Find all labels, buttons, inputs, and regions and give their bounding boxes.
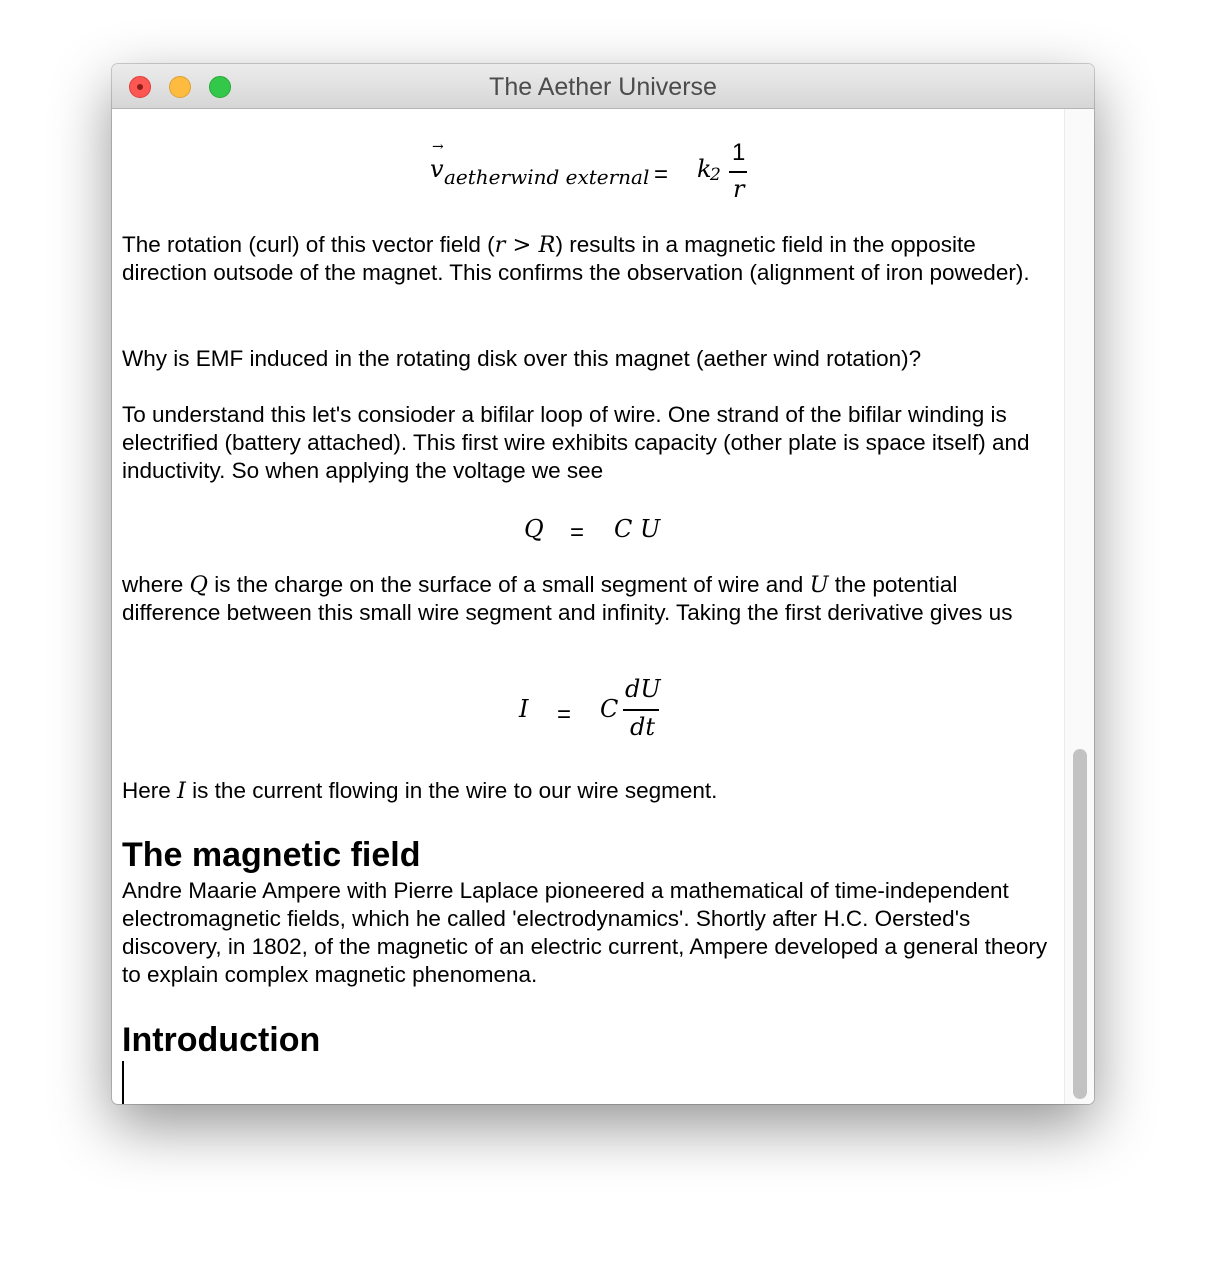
equation-aether-wind — [112, 109, 1064, 209]
fraction-bar — [623, 709, 659, 711]
fraction-denominator: r — [733, 175, 745, 203]
inline-math: I — [177, 778, 186, 804]
paragraph-text: the potential difference between this small wire segment and infinity. Taking the first derivative gives us — [122, 572, 1013, 625]
equation-rhs: C U — [614, 515, 661, 543]
equals-sign: = — [557, 701, 572, 728]
title-bar[interactable] — [112, 64, 1094, 109]
vector-arrow-icon: → — [432, 139, 444, 155]
equation-lhs-subscript: aetherwind external — [444, 165, 650, 189]
paragraph-charge-explanation — [122, 571, 1052, 627]
paragraph-text: To understand this let's consioder a bifilar loop of wire. One strand of the bifilar winding is electrified (battery attached). This first wire exhibits capacity (other plate is space itself) and inductivity. So when applying the voltage we see — [122, 402, 1030, 483]
document-editor[interactable] — [112, 109, 1064, 1104]
paragraph-bifilar — [122, 401, 1052, 485]
heading-introduction: Introduction — [122, 1021, 321, 1059]
equation-lhs-base: v — [430, 155, 444, 183]
equation-lhs: Q — [524, 515, 544, 543]
equals-sign: = — [570, 519, 585, 546]
scrollbar-thumb[interactable] — [1073, 749, 1087, 1099]
equation-coefficient-subscript: 2 — [710, 165, 721, 185]
inline-math: r > R — [494, 232, 556, 258]
fraction-numerator: dU — [625, 675, 661, 703]
equation-lhs: I — [519, 695, 529, 723]
vertical-scrollbar[interactable] — [1064, 109, 1094, 1104]
paragraph-text: The rotation (curl) of this vector field ( — [122, 232, 495, 257]
equation-coefficient: C — [600, 695, 619, 723]
paragraph-text: is the charge on the surface of a small segment of wire and — [208, 572, 810, 597]
paragraph-text: where — [122, 572, 190, 597]
app-window — [112, 64, 1094, 1104]
fraction-numerator: 1 — [732, 139, 746, 166]
paragraph-text: is the current flowing in the wire to our wire segment. — [185, 778, 718, 803]
equation-charge — [112, 509, 1064, 549]
paragraph-text: Andre Maarie Ampere with Pierre Laplace pioneered a mathematical of time-independent electromagnetic fields, which he called 'electrodynamics'. Shortly after H.C. Oersted's discovery, in 1802, of the magnetic of an electric current, Ampere developed a general theory to explain complex magnetic phenomena. — [122, 878, 1048, 987]
paragraph-emf-question — [122, 345, 1052, 373]
text-cursor — [122, 1061, 124, 1104]
paragraph-current — [122, 777, 1052, 805]
paragraph-curl — [122, 231, 1052, 287]
inline-math: Q — [189, 572, 208, 598]
fraction-denominator: dt — [630, 713, 656, 741]
equation-coefficient: k — [697, 155, 712, 183]
window-title: The Aether Universe — [489, 73, 717, 101]
equation-current — [112, 675, 1064, 759]
paragraph-text: ) results in a magnetic field in the opposite direction outsode of the magnet. This confirms the observation (alignment of iron poweder). — [122, 232, 1030, 285]
paragraph-text: Why is EMF induced in the rotating disk over this magnet (aether wind rotation)? — [122, 346, 922, 371]
paragraph-text: Here — [122, 778, 178, 803]
paragraph-ampere — [122, 877, 1052, 989]
inline-math: U — [809, 572, 829, 598]
fraction-bar — [729, 171, 747, 173]
equals-sign: = — [654, 161, 669, 188]
heading-magnetic-field: The magnetic field — [122, 836, 421, 874]
